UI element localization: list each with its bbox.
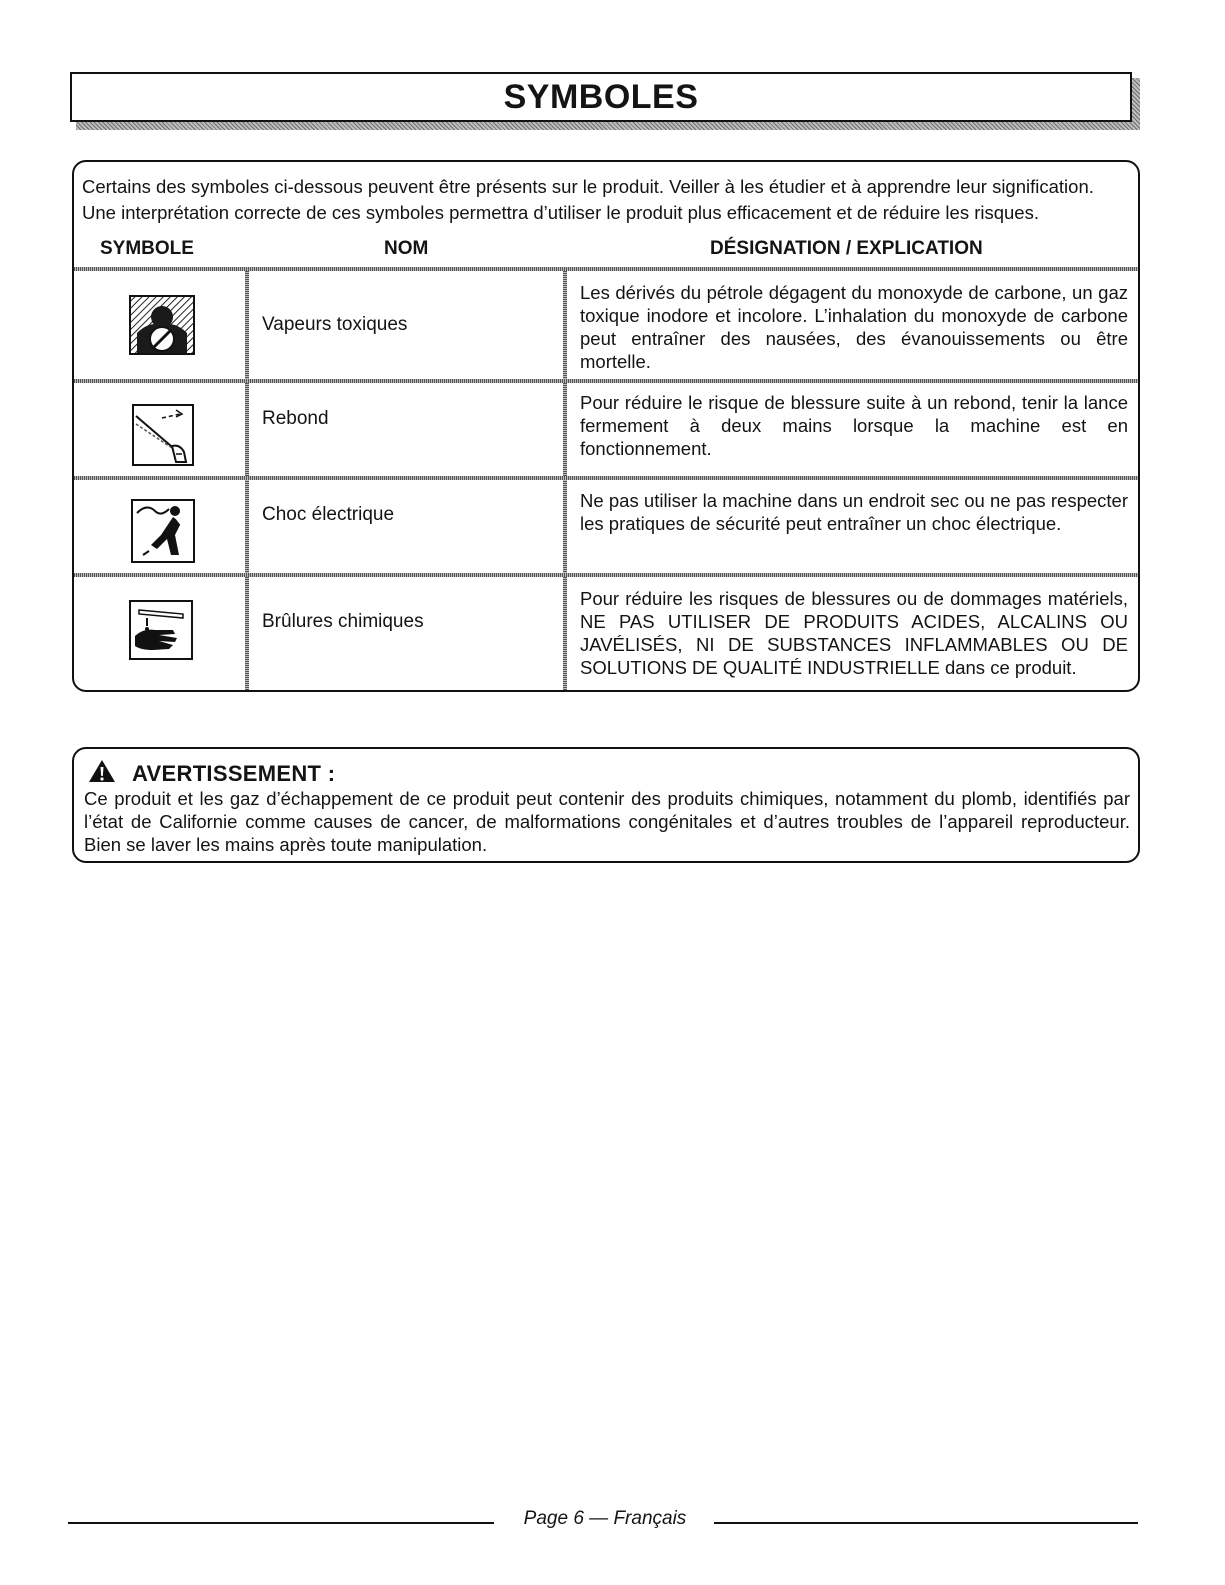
electric-shock-icon [131, 499, 195, 568]
symbol-description: Ne pas utiliser la machine dans un endroit sec ou ne pas respecter les pratiques de sécurité peut entraîner un choc électrique. [580, 490, 1128, 534]
symbols-table [74, 267, 1138, 690]
intro-text [82, 174, 1134, 226]
row-divider [74, 573, 1138, 577]
intro-line-1: Certains des symboles ci-dessous peuvent être présents sur le produit. Veiller à les étudier et à apprendre leur signification. [82, 176, 1094, 197]
kickback-icon [132, 404, 194, 471]
symbols-panel [72, 160, 1140, 692]
title-banner [70, 72, 1140, 130]
warning-title: AVERTISSEMENT : [132, 760, 336, 786]
page-title: SYMBOLES [503, 77, 699, 116]
symbol-name: Rebond [262, 408, 329, 429]
warning-triangle-icon [88, 759, 116, 788]
symbol-description: Pour réduire les risques de blessures ou de dommages matériels, NE PAS UTILISER DE PRODUITS ACIDES, ALCALINS OU JAVÉLISÉS, NI DE SUBSTANCES INFLAMMABLES OU DE SOLUTIONS DE QUALITÉ INDUSTRIELLE dans ce produit. [580, 588, 1128, 678]
symbol-name: Brûlures chimiques [262, 611, 424, 632]
symbol-description: Pour réduire le risque de blessure suite à un rebond, tenir la lance fermement à deux mains lorsque la machine est en fonctionnement. [580, 392, 1128, 459]
warning-panel [72, 747, 1140, 863]
symbol-name: Choc électrique [262, 504, 395, 525]
header-desc: DÉSIGNATION / EXPLICATION [710, 238, 983, 259]
title-frame [70, 72, 1132, 122]
row-divider [74, 267, 1138, 271]
header-name: NOM [384, 238, 429, 259]
footer-rule-left [68, 1522, 494, 1524]
row-divider [74, 476, 1138, 480]
header-symbol: SYMBOLE [100, 238, 194, 259]
page-footer: Page 6 — Français [523, 1508, 687, 1529]
warning-header [88, 759, 335, 788]
symbol-name: Vapeurs toxiques [262, 314, 408, 335]
warning-text: Ce produit et les gaz d’échappement de ce produit peut contenir des produits chimiques, notamment du plomb, identifiés par l’état de Californie comme causes de cancer, de malformations congénitales et d’autres troubles de l’appareil reproducteur. Bien se laver les mains après toute manipulation. [84, 788, 1130, 855]
row-divider [74, 379, 1138, 383]
chemical-burn-icon [129, 600, 193, 665]
intro-line-2: Une interprétation correcte de ces symboles permettra d’utiliser le produit plus efficacement et de réduire les risques. [82, 202, 1039, 223]
toxic-fumes-icon [129, 295, 195, 360]
symbol-description: Les dérivés du pétrole dégagent du monoxyde de carbone, un gaz toxique inodore et incolore. L’inhalation du monoxyde de carbone peut entraîner des nausées, des évanouissements ou être mortelle. [580, 282, 1128, 372]
footer-rule-right [714, 1522, 1138, 1524]
